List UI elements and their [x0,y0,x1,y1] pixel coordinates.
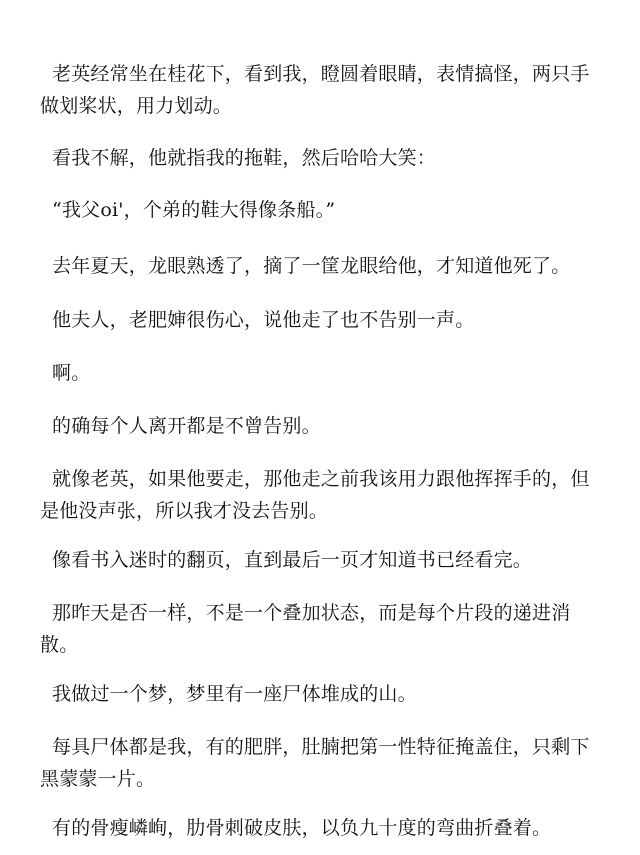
paragraph-6: 啊。 [52,362,91,384]
paragraph-7: 的确每个人离开都是不曾告别。 [52,415,321,437]
paragraph-2: 看我不解，他就指我的拖鞋，然后哈哈大笑： [52,147,437,169]
paragraph-3: “我父oi'，个弟的鞋大得像条船。” [52,199,336,221]
paragraph-5: 他夫人，老肥婶很伤心，说他走了也不告别一声。 [52,309,475,331]
paragraph-4: 去年夏天，龙眼熟透了，摘了一筐龙眼给他，才知道他死了。 [52,255,571,277]
paragraph-9: 像看书入迷时的翻页，直到最后一页才知道书已经看完。 [52,549,533,571]
paragraph-10: 那昨天是否一样，不是一个叠加状态，而是每个片段的递进消散。 [40,602,571,656]
paragraph-1: 老英经常坐在桂花下，看到我，瞪圆着眼睛，表情搞怪，两只手做划桨状，用力划动。 [40,63,590,117]
paragraph-12: 每具尸体都是我，有的肥胖，肚腩把第一性特征掩盖住，只剩下黑蒙蒙一片。 [40,736,590,790]
paragraph-8: 就像老英，如果他要走，那他走之前我该用力跟他挥挥手的，但是他没声张，所以我才没去告别。 [40,468,590,522]
paragraph-13: 有的骨瘦嶙峋，肋骨刺破皮肤，以负九十度的弯曲折叠着。 [52,817,552,839]
paragraph-11: 我做过一个梦，梦里有一座尸体堆成的山。 [52,683,417,705]
